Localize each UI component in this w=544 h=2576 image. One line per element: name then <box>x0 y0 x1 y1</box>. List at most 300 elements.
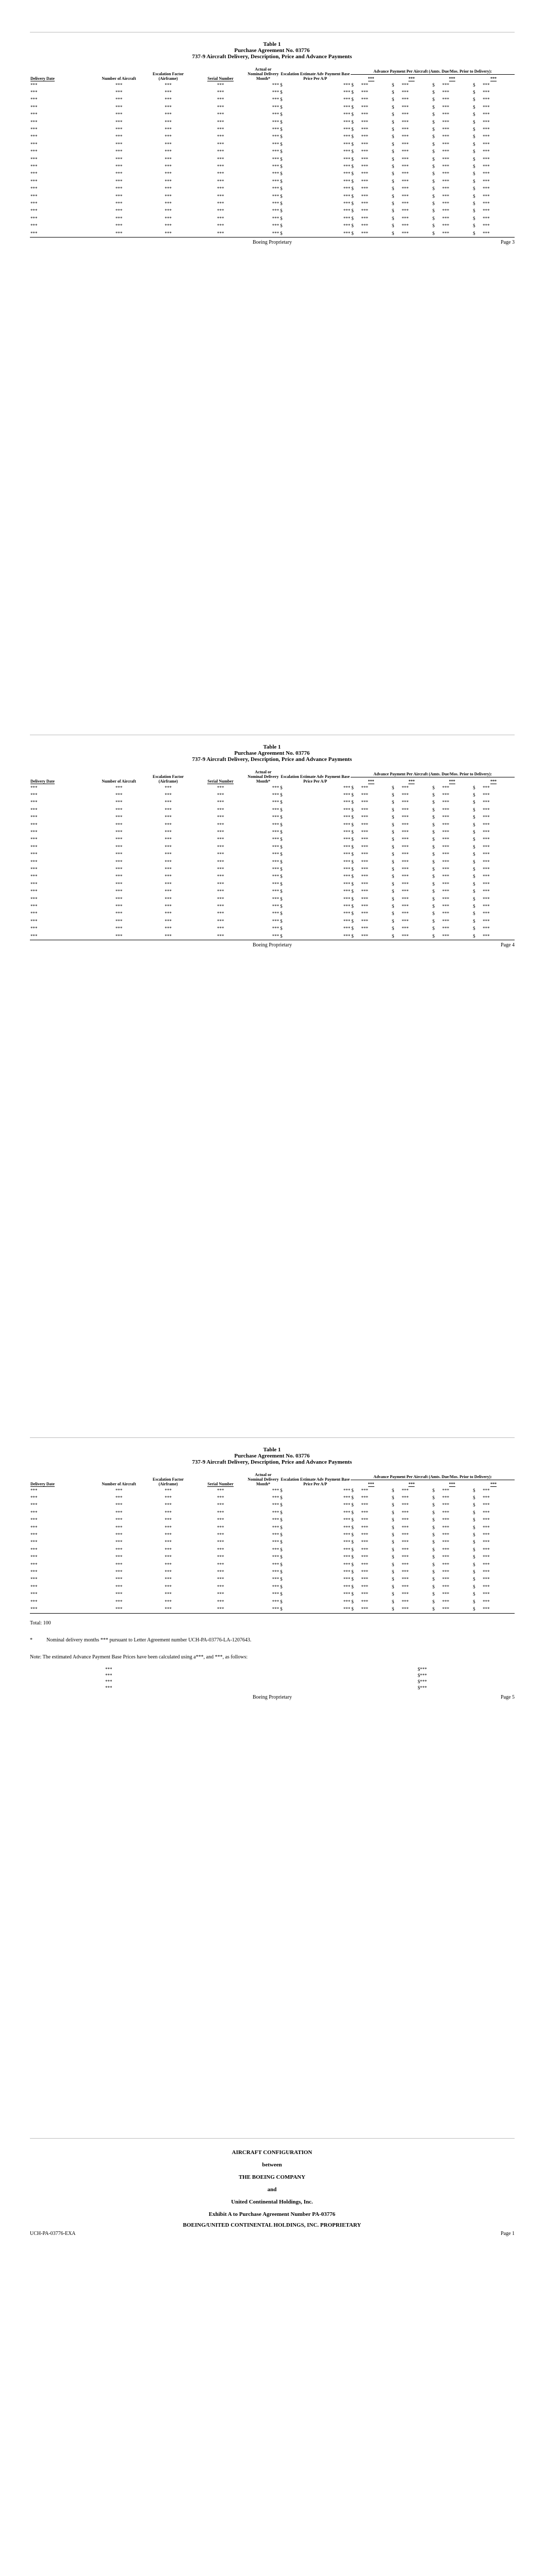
cell-number-of-aircraft: *** <box>115 1606 123 1612</box>
cell-delivery-date: *** <box>30 200 38 206</box>
cell-serial-number: *** <box>217 829 224 835</box>
cell-number-of-aircraft: *** <box>115 933 123 939</box>
cell-adv-3-currency: $ <box>432 208 435 214</box>
cell-adv-4: *** <box>483 1599 490 1604</box>
cell-adv-2-currency: $ <box>391 822 394 827</box>
cell-adv-1: *** <box>361 186 368 192</box>
cell-adv-1: *** <box>361 1599 368 1604</box>
cell-adv-2: *** <box>402 1532 409 1538</box>
cell-adv-4-currency: $ <box>473 792 475 798</box>
cell-base-price: *** <box>343 1569 351 1574</box>
cell-serial-number: *** <box>217 178 224 184</box>
cell-adv-2: *** <box>402 1517 409 1523</box>
cell-adv-4: *** <box>483 815 490 820</box>
table-row <box>30 230 515 237</box>
cell-number-of-aircraft: *** <box>115 859 123 865</box>
cell-delivery-date: *** <box>30 859 38 865</box>
cell-nominal-delivery: *** <box>272 141 279 147</box>
cell-adv-3-currency: $ <box>432 1532 435 1538</box>
cell-adv-1: *** <box>361 112 368 117</box>
cell-adv-4: *** <box>483 149 490 155</box>
cell-adv-3-currency: $ <box>432 149 435 155</box>
cell-escalation-factor: *** <box>164 1569 172 1574</box>
cell-price-currency: $ <box>280 926 283 931</box>
cell-adv-2-currency: $ <box>391 859 394 865</box>
cell-adv-1: *** <box>361 822 368 827</box>
cell-number-of-aircraft: *** <box>115 1577 123 1582</box>
cell-adv-2-currency: $ <box>391 104 394 110</box>
cell-adv-4-currency: $ <box>473 1495 475 1501</box>
table-row <box>30 148 515 156</box>
cell-nominal-delivery: *** <box>272 903 279 909</box>
cell-adv-2: *** <box>402 230 409 236</box>
estimate-row <box>30 1673 515 1679</box>
cell-delivery-date: *** <box>30 1517 38 1523</box>
cell-adv-1: *** <box>361 933 368 939</box>
cell-delivery-date: *** <box>30 1510 38 1515</box>
col-advance-payment-group: Advance Payment Per Aircraft (Amts. Due/Mos. Prior to Delivery): <box>351 67 515 74</box>
cell-adv-2-currency: $ <box>391 837 394 842</box>
cell-adv-3-currency: $ <box>432 859 435 865</box>
cell-adv-1-currency: $ <box>351 1547 354 1552</box>
cell-adv-2: *** <box>402 807 409 812</box>
cell-adv-3-currency: $ <box>432 815 435 820</box>
cell-price-currency: $ <box>280 1554 283 1560</box>
cell-escalation-factor: *** <box>164 1547 172 1552</box>
table-row <box>30 784 515 791</box>
cell-escalation-factor: *** <box>164 104 172 110</box>
page-footer <box>30 942 515 950</box>
cell-adv-3: *** <box>442 800 450 805</box>
cell-delivery-date: *** <box>30 186 38 192</box>
cell-price-currency: $ <box>280 889 283 894</box>
cell-adv-1-currency: $ <box>351 903 354 909</box>
col-escalation-estimate: Escalation Estimate Adv Payment Base Price Per A/P <box>281 72 350 81</box>
cell-nominal-delivery: *** <box>272 1591 279 1597</box>
cell-base-price: *** <box>343 1487 351 1493</box>
cell-adv-4: *** <box>483 896 490 902</box>
cell-base-price: *** <box>343 149 351 155</box>
cell-base-price: *** <box>343 223 351 229</box>
cell-nominal-delivery: *** <box>272 1502 279 1508</box>
cell-adv-4-currency: $ <box>473 141 475 147</box>
cell-adv-1-currency: $ <box>351 852 354 857</box>
cell-adv-2-currency: $ <box>391 215 394 221</box>
cell-adv-2-currency: $ <box>391 1524 394 1530</box>
cell-adv-1: *** <box>361 127 368 132</box>
cell-adv-1: *** <box>361 1577 368 1582</box>
cell-price-currency: $ <box>280 1532 283 1538</box>
cell-adv-4-currency: $ <box>473 1554 475 1560</box>
cell-adv-1: *** <box>361 1502 368 1508</box>
cell-delivery-date: *** <box>30 1487 38 1493</box>
cell-adv-4-currency: $ <box>473 918 475 924</box>
cell-number-of-aircraft: *** <box>115 866 123 872</box>
col-serial-number: Serial Number <box>207 76 234 81</box>
cell-adv-1: *** <box>361 230 368 236</box>
cell-adv-2-currency: $ <box>391 1599 394 1604</box>
cell-serial-number: *** <box>217 208 224 214</box>
cell-escalation-factor: *** <box>164 792 172 798</box>
cell-adv-2-currency: $ <box>391 896 394 902</box>
cell-nominal-delivery: *** <box>272 874 279 879</box>
cell-serial-number: *** <box>217 90 224 95</box>
cell-serial-number: *** <box>217 171 224 177</box>
cell-delivery-date: *** <box>30 1554 38 1560</box>
cell-adv-2-currency: $ <box>391 881 394 887</box>
cell-base-price: *** <box>343 200 351 206</box>
cell-adv-3: *** <box>442 90 450 95</box>
cell-adv-1-currency: $ <box>351 82 354 88</box>
cell-number-of-aircraft: *** <box>115 1510 123 1515</box>
cell-nominal-delivery: *** <box>272 792 279 798</box>
cell-adv-4-currency: $ <box>473 82 475 88</box>
cell-serial-number: *** <box>217 193 224 199</box>
cell-adv-1-currency: $ <box>351 792 354 798</box>
cell-adv-4-currency: $ <box>473 896 475 902</box>
col-serial-number: Serial Number <box>207 779 234 784</box>
cell-adv-1-currency: $ <box>351 926 354 931</box>
cell-escalation-factor: *** <box>164 866 172 872</box>
cell-adv-1-currency: $ <box>351 112 354 117</box>
cell-adv-4-currency: $ <box>473 1569 475 1574</box>
cell-base-price: *** <box>343 186 351 192</box>
cell-number-of-aircraft: *** <box>115 807 123 812</box>
cell-adv-3-currency: $ <box>432 1584 435 1589</box>
table-row <box>30 1517 515 1524</box>
table-row <box>30 895 515 903</box>
cell-adv-1-currency: $ <box>351 822 354 827</box>
cell-delivery-date: *** <box>30 1547 38 1552</box>
cell-escalation-factor: *** <box>164 837 172 842</box>
cell-adv-4-currency: $ <box>473 230 475 236</box>
cell-serial-number: *** <box>217 918 224 924</box>
cell-nominal-delivery: *** <box>272 815 279 820</box>
cell-adv-4-currency: $ <box>473 149 475 155</box>
cell-adv-2: *** <box>402 918 409 924</box>
cell-adv-2: *** <box>402 163 409 169</box>
cell-adv-1: *** <box>361 200 368 206</box>
cell-price-currency: $ <box>280 911 283 917</box>
cell-adv-2-currency: $ <box>391 889 394 894</box>
cell-number-of-aircraft: *** <box>115 1599 123 1604</box>
cell-price-currency: $ <box>280 215 283 221</box>
cell-adv-3: *** <box>442 1524 450 1530</box>
cell-adv-2-currency: $ <box>391 815 394 820</box>
delivery-table <box>30 770 515 940</box>
cell-adv-3: *** <box>442 837 450 842</box>
cell-adv-3: *** <box>442 1510 450 1515</box>
col-serial-number: Serial Number <box>207 1482 234 1486</box>
cell-adv-4: *** <box>483 903 490 909</box>
cell-serial-number: *** <box>217 852 224 857</box>
cell-serial-number: *** <box>217 82 224 88</box>
cell-nominal-delivery: *** <box>272 1569 279 1574</box>
cell-adv-1-currency: $ <box>351 186 354 192</box>
cell-escalation-factor: *** <box>164 1524 172 1530</box>
table-row <box>30 126 515 133</box>
cell-nominal-delivery: *** <box>272 1524 279 1530</box>
cell-adv-2-currency: $ <box>391 852 394 857</box>
cell-serial-number: *** <box>217 859 224 865</box>
cell-adv-1: *** <box>361 859 368 865</box>
cell-adv-1: *** <box>361 889 368 894</box>
cell-adv-1-currency: $ <box>351 230 354 236</box>
cell-nominal-delivery: *** <box>272 178 279 184</box>
cell-delivery-date: *** <box>30 1606 38 1612</box>
cell-nominal-delivery: *** <box>272 1532 279 1538</box>
cell-nominal-delivery: *** <box>272 200 279 206</box>
cell-adv-3: *** <box>442 903 450 909</box>
table-row <box>30 1546 515 1553</box>
cell-adv-2: *** <box>402 852 409 857</box>
cell-number-of-aircraft: *** <box>115 829 123 835</box>
cell-escalation-factor: *** <box>164 1532 172 1538</box>
config-exhibit: Exhibit A to Purchase Agreement Number PA-03776 <box>208 2211 336 2217</box>
cell-number-of-aircraft: *** <box>115 1487 123 1493</box>
cell-number-of-aircraft: *** <box>115 230 123 236</box>
cell-adv-4: *** <box>483 1502 490 1508</box>
cell-nominal-delivery: *** <box>272 1517 279 1523</box>
cell-adv-4: *** <box>483 918 490 924</box>
cell-base-price: *** <box>343 1591 351 1597</box>
table-row <box>30 1568 515 1575</box>
cell-delivery-date: *** <box>30 800 38 805</box>
cell-serial-number: *** <box>217 844 224 850</box>
page-separator <box>30 2138 515 2139</box>
cell-adv-4-currency: $ <box>473 223 475 229</box>
cell-number-of-aircraft: *** <box>115 837 123 842</box>
cell-adv-2: *** <box>402 1510 409 1515</box>
cell-delivery-date: *** <box>30 903 38 909</box>
cell-base-price: *** <box>343 156 351 162</box>
cell-adv-2: *** <box>402 903 409 909</box>
table-row <box>30 163 515 170</box>
page-footer <box>30 1694 515 1702</box>
cell-adv-2-currency: $ <box>391 792 394 798</box>
config-proprietary: BOEING/UNITED CONTINENTAL HOLDINGS, INC. PROPRIETARY <box>183 2222 361 2228</box>
table-page-4 <box>0 735 544 950</box>
cell-base-price: *** <box>343 866 351 872</box>
cell-adv-4: *** <box>483 215 490 221</box>
cell-adv-4-currency: $ <box>473 1524 475 1530</box>
cell-serial-number: *** <box>217 881 224 887</box>
cell-adv-4-currency: $ <box>473 193 475 199</box>
cell-adv-3-currency: $ <box>432 874 435 879</box>
cell-nominal-delivery: *** <box>272 911 279 917</box>
col-escalation-factor: Escalation Factor (Airframe) <box>153 72 184 81</box>
cell-serial-number: *** <box>217 837 224 842</box>
cell-adv-4: *** <box>483 208 490 214</box>
table-row <box>30 918 515 925</box>
footer-proprietary: Boeing Proprietary <box>252 942 292 948</box>
cell-adv-3-currency: $ <box>432 141 435 147</box>
cell-price-currency: $ <box>280 208 283 214</box>
table-row <box>30 178 515 185</box>
cell-base-price: *** <box>343 1577 351 1582</box>
cell-serial-number: *** <box>217 903 224 909</box>
cell-adv-1: *** <box>361 1510 368 1515</box>
cell-adv-4-currency: $ <box>473 1510 475 1515</box>
cell-adv-2: *** <box>402 822 409 827</box>
cell-adv-2-currency: $ <box>391 1606 394 1612</box>
cell-adv-2: *** <box>402 82 409 88</box>
cell-serial-number: *** <box>217 807 224 812</box>
cell-price-currency: $ <box>280 82 283 88</box>
cell-adv-3: *** <box>442 1487 450 1493</box>
cell-adv-3-currency: $ <box>432 911 435 917</box>
cell-adv-2: *** <box>402 1584 409 1589</box>
cell-adv-1: *** <box>361 1591 368 1597</box>
col-advance-sub-1: *** <box>368 779 374 784</box>
cell-base-price: *** <box>343 119 351 125</box>
cell-adv-2: *** <box>402 149 409 155</box>
cell-adv-4-currency: $ <box>473 859 475 865</box>
cell-adv-3: *** <box>442 230 450 236</box>
cell-adv-1-currency: $ <box>351 156 354 162</box>
cell-adv-3: *** <box>442 149 450 155</box>
cell-adv-1: *** <box>361 163 368 169</box>
cell-number-of-aircraft: *** <box>115 134 123 140</box>
cell-adv-1-currency: $ <box>351 119 354 125</box>
cell-nominal-delivery: *** <box>272 881 279 887</box>
cell-adv-2: *** <box>402 800 409 805</box>
cell-adv-3: *** <box>442 933 450 939</box>
cell-adv-1: *** <box>361 881 368 887</box>
cell-delivery-date: *** <box>30 1569 38 1574</box>
cell-adv-2: *** <box>402 90 409 95</box>
col-advance-sub-2: *** <box>408 779 415 784</box>
cell-price-currency: $ <box>280 1569 283 1574</box>
cell-adv-2: *** <box>402 134 409 140</box>
cell-nominal-delivery: *** <box>272 1547 279 1552</box>
cell-base-price: *** <box>343 911 351 917</box>
cell-price-currency: $ <box>280 881 283 887</box>
config-footer <box>30 2231 515 2238</box>
cell-adv-1: *** <box>361 1606 368 1612</box>
col-escalation-factor: Escalation Factor (Airframe) <box>153 774 184 784</box>
cell-adv-1-currency: $ <box>351 141 354 147</box>
cell-number-of-aircraft: *** <box>115 815 123 820</box>
cell-adv-2-currency: $ <box>391 1487 394 1493</box>
cell-price-currency: $ <box>280 90 283 95</box>
cell-adv-2-currency: $ <box>391 785 394 790</box>
cell-escalation-factor: *** <box>164 1584 172 1589</box>
cell-adv-2-currency: $ <box>391 90 394 95</box>
cell-adv-2: *** <box>402 112 409 117</box>
table-bottom-rule <box>30 1613 515 1614</box>
table-subtitle: Purchase Agreement No. 03776 <box>234 750 310 756</box>
cell-adv-2: *** <box>402 1547 409 1552</box>
cell-number-of-aircraft: *** <box>115 1502 123 1508</box>
cell-adv-2: *** <box>402 792 409 798</box>
cell-adv-4-currency: $ <box>473 208 475 214</box>
cell-nominal-delivery: *** <box>272 215 279 221</box>
cell-adv-3: *** <box>442 1554 450 1560</box>
cell-adv-3: *** <box>442 1502 450 1508</box>
cell-delivery-date: *** <box>30 866 38 872</box>
col-nominal-delivery: Actual or Nominal Delivery Month* <box>248 770 279 784</box>
cell-base-price: *** <box>343 1517 351 1523</box>
cell-adv-4-currency: $ <box>473 1591 475 1597</box>
estimate-value: $*** <box>418 1672 427 1678</box>
cell-escalation-factor: *** <box>164 1577 172 1582</box>
cell-nominal-delivery: *** <box>272 186 279 192</box>
cell-adv-2-currency: $ <box>391 1547 394 1552</box>
cell-adv-2: *** <box>402 193 409 199</box>
cell-adv-4: *** <box>483 97 490 103</box>
cell-adv-2-currency: $ <box>391 829 394 835</box>
cell-adv-4: *** <box>483 1539 490 1545</box>
cell-adv-4: *** <box>483 1591 490 1597</box>
cell-adv-3-currency: $ <box>432 193 435 199</box>
cell-price-currency: $ <box>280 156 283 162</box>
cell-adv-2: *** <box>402 1591 409 1597</box>
cell-adv-2-currency: $ <box>391 1510 394 1515</box>
cell-adv-2: *** <box>402 156 409 162</box>
table-row <box>30 814 515 821</box>
cell-delivery-date: *** <box>30 1599 38 1604</box>
cell-escalation-factor: *** <box>164 926 172 931</box>
cell-base-price: *** <box>343 800 351 805</box>
cell-adv-4-currency: $ <box>473 171 475 177</box>
cell-adv-4-currency: $ <box>473 903 475 909</box>
cell-adv-1: *** <box>361 903 368 909</box>
table-row <box>30 925 515 932</box>
cell-adv-3-currency: $ <box>432 1554 435 1560</box>
cell-number-of-aircraft: *** <box>115 119 123 125</box>
cell-adv-3-currency: $ <box>432 822 435 827</box>
cell-adv-1: *** <box>361 918 368 924</box>
cell-number-of-aircraft: *** <box>115 1569 123 1574</box>
table-row <box>30 806 515 814</box>
cell-nominal-delivery: *** <box>272 918 279 924</box>
footer-page-number: Page 5 <box>501 1694 515 1700</box>
estimate-row <box>30 1679 515 1685</box>
cell-number-of-aircraft: *** <box>115 163 123 169</box>
cell-adv-3-currency: $ <box>432 896 435 902</box>
cell-adv-2: *** <box>402 1606 409 1612</box>
cell-price-currency: $ <box>280 1510 283 1515</box>
cell-adv-4-currency: $ <box>473 90 475 95</box>
cell-serial-number: *** <box>217 1517 224 1523</box>
cell-adv-2-currency: $ <box>391 800 394 805</box>
cell-number-of-aircraft: *** <box>115 186 123 192</box>
cell-adv-1: *** <box>361 223 368 229</box>
cell-serial-number: *** <box>217 1510 224 1515</box>
cell-adv-3: *** <box>442 815 450 820</box>
cell-price-currency: $ <box>280 200 283 206</box>
cell-adv-2: *** <box>402 186 409 192</box>
col-advance-sub-4: *** <box>490 76 497 81</box>
cell-escalation-factor: *** <box>164 82 172 88</box>
cell-adv-2-currency: $ <box>391 208 394 214</box>
footer-page-number: Page 4 <box>501 942 515 948</box>
cell-price-currency: $ <box>280 1547 283 1552</box>
cell-nominal-delivery: *** <box>272 208 279 214</box>
cell-base-price: *** <box>343 1539 351 1545</box>
cell-price-currency: $ <box>280 141 283 147</box>
cell-price-currency: $ <box>280 1502 283 1508</box>
cell-delivery-date: *** <box>30 815 38 820</box>
cell-number-of-aircraft: *** <box>115 896 123 902</box>
table-subtitle: Purchase Agreement No. 03776 <box>234 1453 310 1459</box>
cell-price-currency: $ <box>280 163 283 169</box>
cell-adv-2: *** <box>402 881 409 887</box>
cell-delivery-date: *** <box>30 215 38 221</box>
cell-adv-3-currency: $ <box>432 82 435 88</box>
config-between: between <box>262 2162 282 2168</box>
